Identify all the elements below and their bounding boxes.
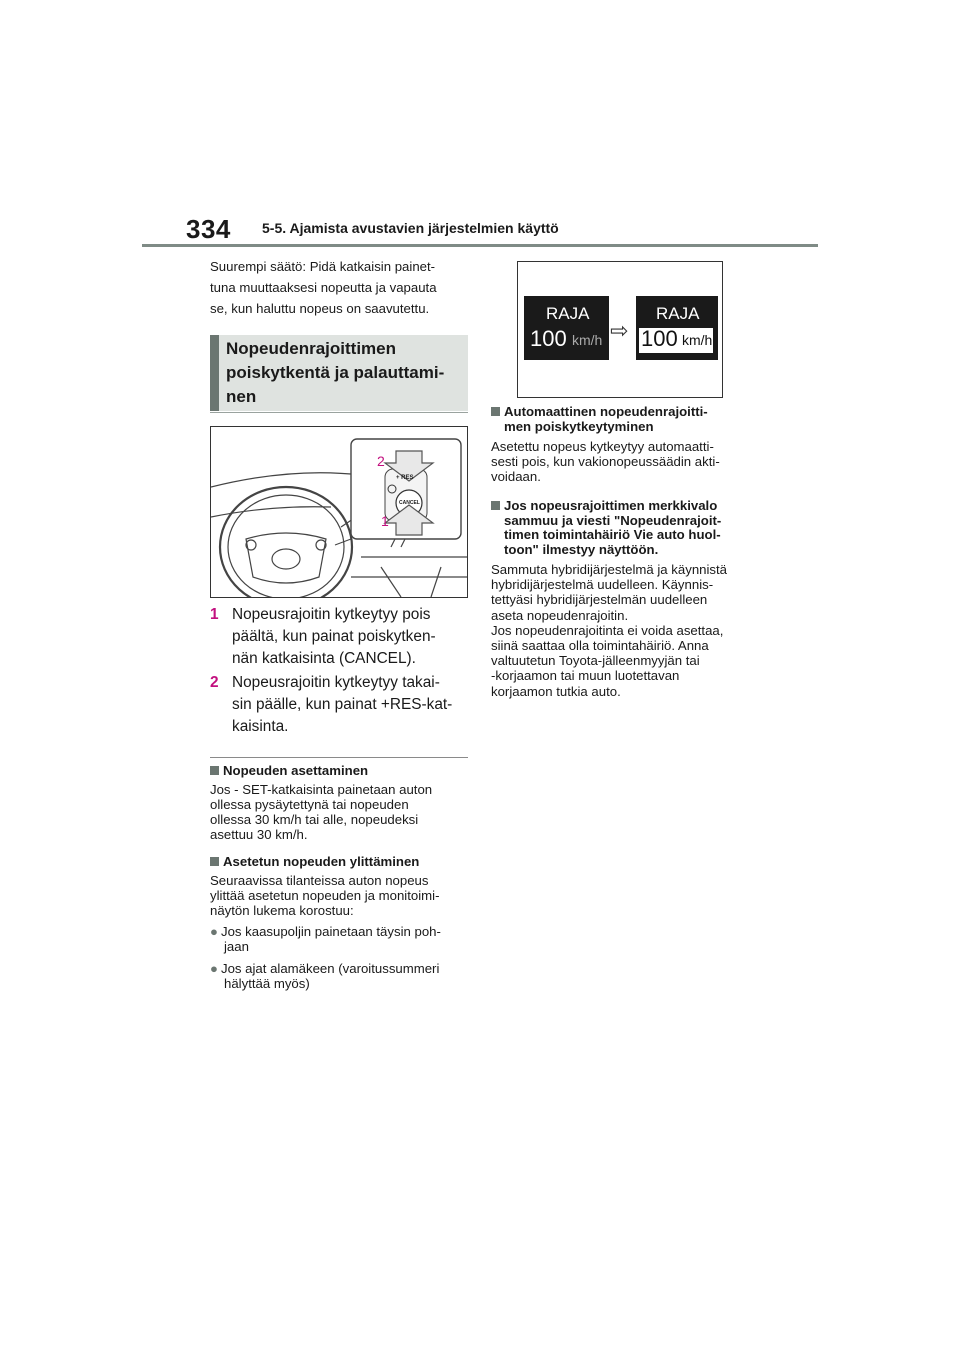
section-title: 5-5. Ajamista avustavien järjestelmien käyttö (262, 220, 559, 236)
intro-line: tuna muuttaaksesi nopeutta ja vapauta (210, 280, 437, 295)
body-line: ollessa 30 km/h tai alle, nopeudeksi (210, 811, 419, 827)
section-title: Asetetun nopeuden ylittäminen (210, 855, 472, 870)
body-line: asettuu 30 km/h. (210, 827, 308, 843)
body-line: siinä saattaa olla toimintahäiriö. Anna (491, 638, 709, 654)
body-line: aseta nopeudenrajoitin. (491, 607, 629, 623)
callout-2: 2 (377, 453, 385, 469)
step-text (232, 604, 470, 670)
section-exceeding-speed (210, 855, 472, 991)
section-body (210, 873, 472, 919)
limit-value: 100 (530, 326, 567, 351)
section-body (491, 562, 753, 699)
section-auto-disengage (491, 405, 753, 485)
body-line: Asetettu nopeus kytkeytyy automaatti- (491, 439, 714, 454)
bullet-item: ● Jos kaasupoljin painetaan täysin poh- jaan (210, 924, 441, 955)
heading-line: nen (226, 387, 257, 406)
callout-1: 1 (381, 513, 389, 529)
section-title: Nopeuden asettaminen (210, 764, 472, 779)
arrow-right-icon: ⇨ (610, 318, 629, 343)
res-button-label: + RES (396, 475, 414, 481)
body-line: Sammuta hybridijärjestelmä ja käynnistä (491, 562, 728, 577)
body-line: hybridijärjestelmä uudelleen. Käynnis- (491, 577, 714, 593)
steering-wheel-illustration (210, 426, 468, 598)
square-bullet-icon (491, 407, 500, 416)
cancel-button-label: CANCEL (399, 500, 420, 506)
heading-line: Nopeudenrajoittimen (226, 339, 397, 358)
square-bullet-icon (491, 501, 500, 510)
limit-display-highlighted (636, 296, 718, 360)
section-heading (226, 337, 462, 409)
circle-bullet-icon: ● (210, 960, 218, 976)
body-line: Jos - SET-katkaisinta painetaan auton (210, 781, 433, 797)
step-number: 2 (210, 674, 219, 691)
step-line: päältä, kun painat poiskytken- (232, 628, 436, 645)
steering-wheel-drawing (211, 427, 467, 597)
heading-accent-bar (210, 335, 219, 411)
step-line: nän katkaisinta (CANCEL). (232, 650, 416, 667)
section-divider (210, 757, 468, 758)
body-line: korjaamon tutkia auto. (491, 683, 621, 699)
page-number: 334 (186, 214, 231, 244)
bullet-item: ● Jos ajat alamäkeen (varoitussummeri hälyttää myös) (210, 960, 440, 991)
speed-limit-display-illustration (517, 261, 723, 398)
limit-label: RAJA (656, 304, 700, 323)
step-1 (210, 604, 470, 670)
body-line: sesti pois, kun vakionopeussäädin akti- (491, 454, 720, 470)
section-body (491, 439, 753, 485)
body-line: Jos nopeudenrajoitinta ei voida asettaa, (491, 622, 724, 638)
step-2 (210, 672, 470, 738)
body-line: ollessa pysäytettynä tai nopeuden (210, 796, 409, 812)
limit-unit: km/h (682, 332, 713, 348)
square-bullet-icon (210, 857, 219, 866)
step-line: Nopeusrajoitin kytkeytyy pois (232, 606, 431, 623)
intro-paragraph (210, 256, 470, 319)
circle-bullet-icon: ● (210, 924, 218, 940)
body-line: Seuraavissa tilanteissa auton nopeus (210, 872, 429, 888)
body-line: näytön lukema korostuu: (210, 902, 354, 918)
body-line: voidaan. (491, 469, 541, 485)
step-line: Nopeusrajoitin kytkeytyy takai- (232, 674, 440, 691)
body-line: tettyäsi hybridijärjestelmän uudelleen (491, 592, 708, 608)
step-number: 1 (210, 606, 219, 623)
square-bullet-icon (210, 766, 219, 775)
limit-label: RAJA (546, 304, 590, 323)
step-line: kaisinta. (232, 718, 289, 735)
intro-line: Suurempi säätö: Pidä katkaisin painet- (210, 259, 436, 274)
heading-rule (210, 412, 468, 413)
body-line: ylittää asetetun nopeuden ja monitoimi- (210, 887, 440, 903)
body-line: -korjaamon tai muun luotettavan (491, 668, 680, 684)
section-title: Jos nopeusrajoittimen merkkivalo sammuu ja viesti "Nopeudenrajoit- timen toimintahäiriö Vie auto huol- toon" ilmestyy näyttöön. (491, 499, 753, 557)
section-malfunction (491, 499, 753, 699)
intro-line: se, kun haluttu nopeus on saavutettu. (210, 301, 430, 316)
section-speed-setting (210, 764, 472, 842)
section-body (210, 782, 472, 843)
step-text (232, 672, 470, 738)
limit-value: 100 (641, 326, 678, 351)
body-line: valtuutetun Toyota-jälleenmyyjän tai (491, 653, 700, 669)
step-line: sin päälle, kun painat +RES-kat- (232, 696, 453, 713)
limit-display-dimmed (524, 296, 609, 360)
limit-unit: km/h (572, 332, 603, 348)
heading-line: poiskytkentä ja palauttami- (226, 363, 445, 382)
section-title: Automaattinen nopeudenrajoitti- men poiskytkeytyminen (491, 405, 753, 434)
header-rule (142, 244, 818, 247)
